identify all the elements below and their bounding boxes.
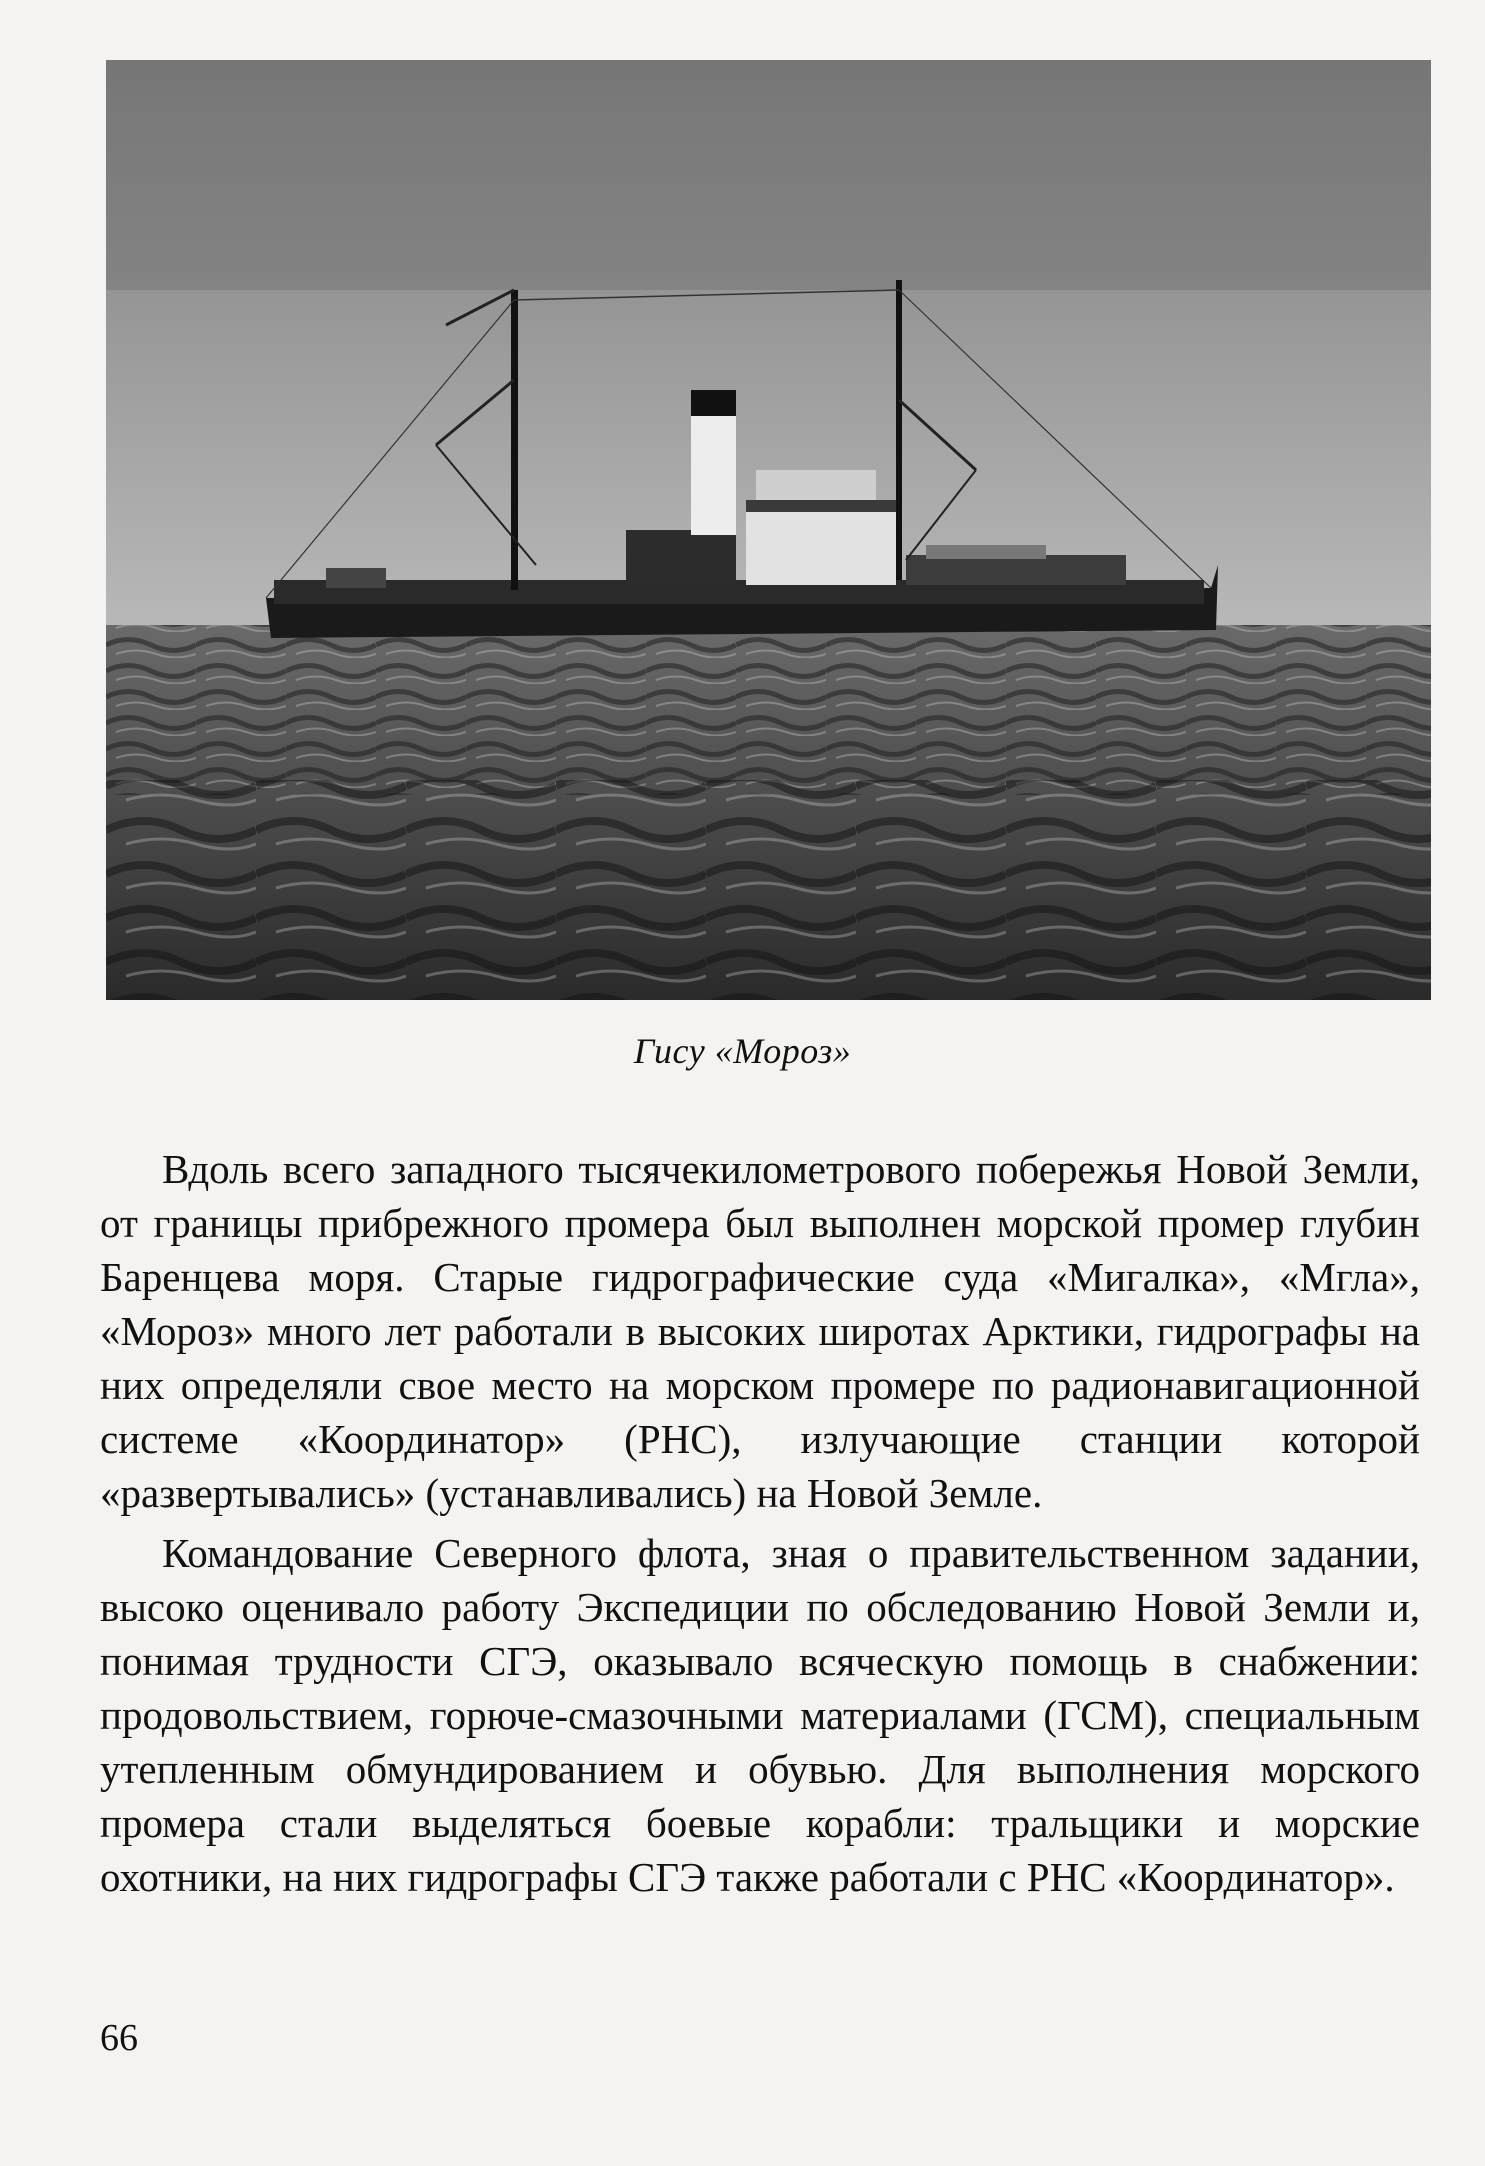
ship-photo	[106, 60, 1431, 1000]
body-text	[100, 1142, 1420, 1904]
paragraph: Командование Северного флота, зная о правительственном задании, высоко оценивало работу Экспедиции по обследованию Новой Земли и, понимая трудности СГЭ, оказывало всяческую помощь в снабжении: продовольствием, горюче-смазочными материалами (ГСМ), специальным утепленным обмундированием и обувью. Для выполнения морского промера стали выделяться боевые корабли: тральщики и морские охотники, на них гидрографы СГЭ также работали с РНС «Координатор».	[100, 1530, 1420, 1900]
page-number: 66	[100, 2017, 138, 2059]
paragraph: Вдоль всего западного тысячекилометрового побережья Новой Земли, от границы прибрежного промера был выполнен морской промер глубин Баренцева моря. Старые гидрографические суда «Мигалка», «Мгла», «Мороз» много лет работали в высоких широтах Арктики, гидрографы на них определяли свое место на морском промере по радионавигационной системе «Координатор» (РНС), излучающие станции которой «развертывались» (устанавливались) на Новой Земле.	[100, 1146, 1420, 1516]
photo-caption: Гису «Мороз»	[633, 1031, 852, 1071]
ship-photo-graphic	[106, 60, 1431, 1000]
